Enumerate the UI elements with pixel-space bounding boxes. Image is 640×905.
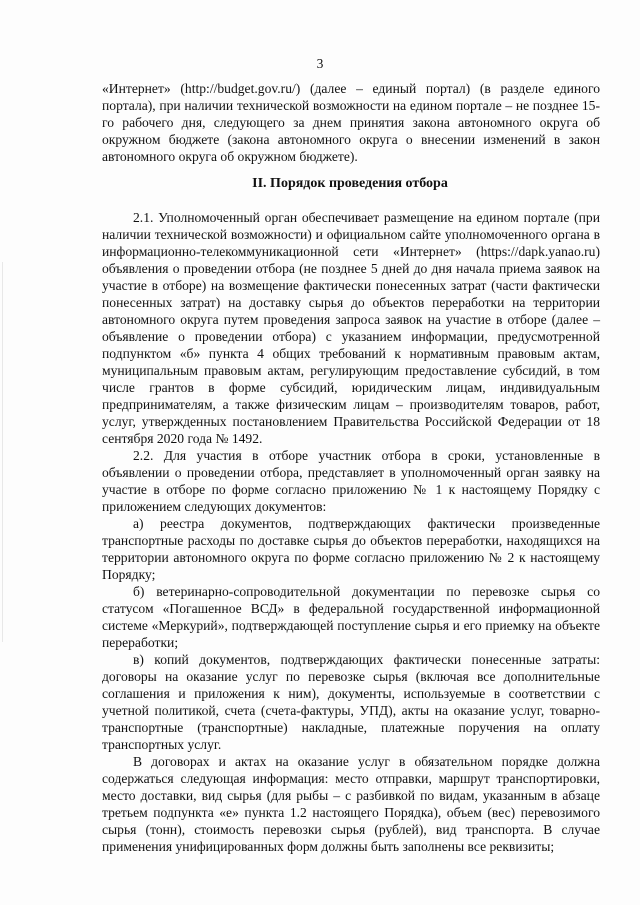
item-a: а) реестра документов, подтверждающих фактически произведенные транспортные расходы по доставке сырья до объектов переработки, находящихся на территории автономного округа по форме согласно приложению № 2 к настоящему Порядку; bbox=[102, 516, 600, 582]
paragraph-2-1: 2.1. Уполномоченный орган обеспечивает размещение на едином портале (при наличии технической возможности) и официальном сайте уполномоченного органа в информационно-телекоммуникационной сети «Интернет» (https://dapk.yanao.ru) объявления о проведении отбора (не позднее 5 дней до дня начала приема заявок на участие в отборе) на возмещение фактически понесенных затрат (части фактически понесенных затрат) на доставку сырья до объектов переработки на территории автономного округа путем проведения запроса заявок на участие в отборе (далее – объявление о проведении отбора) с указанием информации, предусмотренной подпунктом «б» пункта 4 общих требований к нормативным правовым актам, муниципальным правовым актам, регулирующим предоставление субсидий, в том числе грантов в форме субсидий, юридическим лицам, индивидуальным предпринимателям, а также физическим лицам – производителям товаров, работ, услуг, утвержденных постановлением Правительства Российской Федерации от 18 сентября 2020 года № 1492. bbox=[102, 210, 600, 446]
section-body bbox=[102, 209, 600, 855]
item-v: в) копий документов, подтверждающих фактически понесенные затраты: договоры на оказание услуг по перевозке сырья (включая все дополнительные соглашения и приложения к ним), документы, используемые в соответствии с учетной политикой, счета (счета-фактуры, УПД), акты на оказание услуг, товарно-транспортные (транспортные) накладные, платежные поручения на оплату транспортных услуг. bbox=[102, 652, 600, 752]
intro-text bbox=[102, 80, 600, 165]
section-title: II. Порядок проведения отбора bbox=[252, 176, 448, 191]
intro-paragraph: «Интернет» (http://budget.gov.ru/) (далее – единый портал) (в разделе единого портала), при наличии технической возможности на едином портале – не позднее 15-го рабочего дня, следующего за днем принятия закона автономного округа об окружном бюджете (закона автономного округа о внесении изменений в закон автономного округа об окружном бюджете). bbox=[102, 81, 600, 164]
paragraph-2-2: 2.2. Для участия в отборе участник отбора в сроки, установленные в объявлении о проведении отбора, представляет в уполномоченный орган заявку на участие в отборе по форме согласно приложению № 1 к настоящему Порядку с приложением следующих документов: bbox=[102, 448, 600, 514]
item-b: б) ветеринарно-сопроводительной документации по перевозке сырья со статусом «Погашенное ВСД» в федеральной государственной информационной системе «Меркурий», подтверждающей поступление сырья и его приемку на объекте переработки; bbox=[102, 584, 600, 650]
page-number: 3 bbox=[316, 56, 324, 71]
scan-edge-mark bbox=[2, 262, 3, 642]
contracts-requirements-paragraph: В договорах и актах на оказание услуг в обязательном порядке должна содержаться следующая информация: место отправки, маршрут транспортировки, место доставки, вид сырья (для рыбы – с разбивкой по видам, указанным в абзаце третьем подпункта «е» пункта 1.2 настоящего Порядка), объем (вес) перевозимого сырья (тонн), стоимость перевозки сырья (рублей), вид транспорта. В случае применения унифицированных форм должны быть заполнены все реквизиты; bbox=[102, 754, 600, 854]
